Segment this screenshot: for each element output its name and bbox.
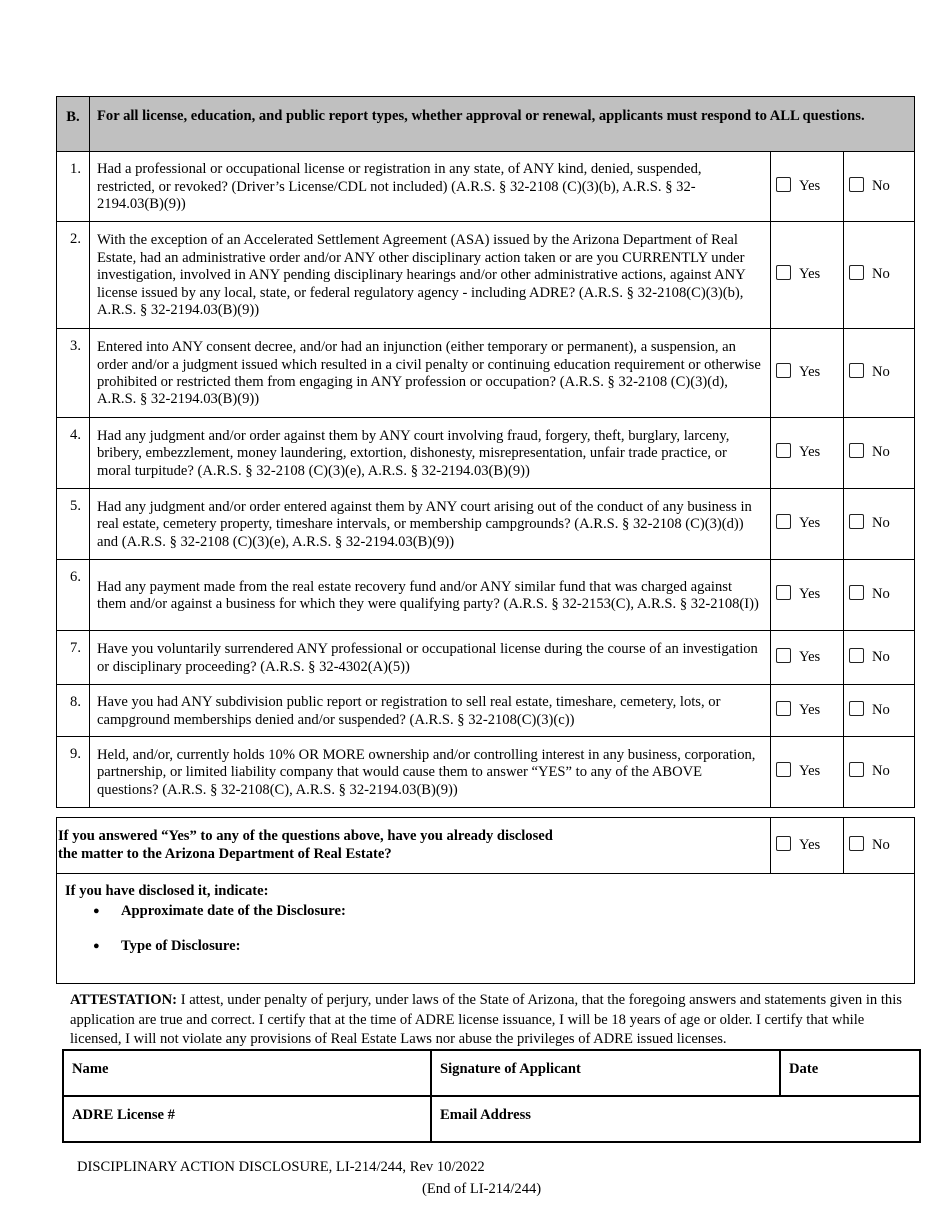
yes-label: Yes <box>799 177 821 194</box>
disclosure-question-row <box>57 818 915 874</box>
question-row-3 <box>57 329 915 418</box>
answer-yes-cell[interactable] <box>771 560 844 631</box>
yes-label: Yes <box>799 648 821 665</box>
yes-label: Yes <box>799 763 821 780</box>
question-number: 7. <box>57 631 90 685</box>
no-checkbox[interactable] <box>849 177 864 192</box>
signature-row <box>63 1050 920 1096</box>
yes-checkbox[interactable] <box>776 443 791 458</box>
answer-yes-cell[interactable] <box>771 685 844 737</box>
section-letter: B. <box>57 97 90 152</box>
no-label: No <box>872 836 890 853</box>
answer-yes-cell[interactable] <box>771 489 844 560</box>
disclosure-table <box>56 817 915 984</box>
answer-no-cell[interactable] <box>844 222 915 329</box>
yes-label: Yes <box>799 586 821 603</box>
answer-no-cell[interactable] <box>844 737 915 808</box>
end-of-form: (End of LI-214/244) <box>422 1181 542 1197</box>
disclosure-question-line-2: the matter to the Arizona Department of Real Estate? <box>58 845 392 862</box>
question-row-6 <box>57 560 915 631</box>
date-field[interactable]: Date <box>780 1050 920 1096</box>
disclosure-question-line-1: If you answered “Yes” to any of the questions above, have you already disclosed <box>58 828 553 845</box>
answer-yes-cell[interactable] <box>771 737 844 808</box>
question-text: Had a professional or occupational license or registration in any state, of ANY kind, denied, suspended, restricted, or revoked? (Driver’s License/CDL not included) (A.R.S. § 32-2108 (C)(3)(b), A.R.S. § 32-2194.03(B)(9)) <box>90 152 771 222</box>
answer-no-cell[interactable] <box>844 560 915 631</box>
section-b-table <box>56 96 915 808</box>
yes-label: Yes <box>799 266 821 283</box>
no-checkbox[interactable] <box>849 648 864 663</box>
question-number: 4. <box>57 418 90 489</box>
no-checkbox[interactable] <box>849 836 864 851</box>
disclosure-bullets <box>65 903 906 955</box>
form-identifier: DISCIPLINARY ACTION DISCLOSURE, LI-214/244, Rev 10/2022 <box>77 1159 485 1175</box>
question-number: 5. <box>57 489 90 560</box>
no-label: No <box>872 763 890 780</box>
name-field[interactable]: Name <box>63 1050 431 1096</box>
no-label: No <box>872 701 890 718</box>
yes-checkbox[interactable] <box>776 514 791 529</box>
attestation <box>70 991 910 1050</box>
question-number: 2. <box>57 222 90 329</box>
section-b-header-row <box>57 97 915 152</box>
attestation-label: ATTESTATION: <box>70 992 178 1008</box>
answer-yes-cell[interactable] <box>771 329 844 418</box>
yes-checkbox[interactable] <box>776 836 791 851</box>
license-row <box>63 1096 920 1142</box>
question-row-7 <box>57 631 915 685</box>
answer-no-cell[interactable] <box>844 489 915 560</box>
license-field[interactable]: ADRE License # <box>63 1096 431 1142</box>
yes-label: Yes <box>799 515 821 532</box>
yes-label: Yes <box>799 444 821 461</box>
question-row-8 <box>57 685 915 737</box>
signature-table <box>62 1049 921 1143</box>
section-b-instructions: For all license, education, and public report types, whether approval or renewal, applicants must respond to ALL questions. <box>90 97 915 152</box>
question-number: 1. <box>57 152 90 222</box>
answer-no-cell[interactable] <box>844 418 915 489</box>
disclosure-details-cell[interactable] <box>57 874 915 984</box>
no-label: No <box>872 648 890 665</box>
answer-yes-cell[interactable] <box>771 631 844 685</box>
yes-checkbox[interactable] <box>776 265 791 280</box>
disclosure-details-row <box>57 874 915 984</box>
no-label: No <box>872 586 890 603</box>
yes-checkbox[interactable] <box>776 585 791 600</box>
no-checkbox[interactable] <box>849 585 864 600</box>
question-text: Entered into ANY consent decree, and/or had an injunction (either temporary or permanent), a suspension, an order and/or a judgment issued which resulted in a civil penalty or continuing education requirement or otherwise prohibited or restricted them from engaging in ANY profession or occupation? (A.R.S. § 32-2108 (C)(3)(d), A.R.S. § 32-2194.03(B)(9)) <box>90 329 771 418</box>
email-field[interactable]: Email Address <box>431 1096 920 1142</box>
question-row-1 <box>57 152 915 222</box>
yes-checkbox[interactable] <box>776 762 791 777</box>
disclosure-no-cell[interactable] <box>844 818 915 874</box>
question-number: 8. <box>57 685 90 737</box>
question-text: Have you voluntarily surrendered ANY professional or occupational license during the course of an investigation or disciplinary proceeding? (A.R.S. § 32-4302(A)(5)) <box>90 631 771 685</box>
question-number: 6. <box>57 560 90 631</box>
disclosure-yes-cell[interactable] <box>771 818 844 874</box>
question-row-4 <box>57 418 915 489</box>
no-label: No <box>872 515 890 532</box>
disclosure-question <box>57 818 771 874</box>
no-label: No <box>872 177 890 194</box>
question-row-5 <box>57 489 915 560</box>
answer-no-cell[interactable] <box>844 631 915 685</box>
question-row-9 <box>57 737 915 808</box>
answer-yes-cell[interactable] <box>771 222 844 329</box>
yes-label: Yes <box>799 836 821 853</box>
no-checkbox[interactable] <box>849 443 864 458</box>
no-label: No <box>872 444 890 461</box>
question-text: Have you had ANY subdivision public report or registration to sell real estate, timeshare, cemetery, lots, or campground memberships denied and/or suspended? (A.R.S. § 32-2108(C)(3)(c)) <box>90 685 771 737</box>
question-number: 3. <box>57 329 90 418</box>
question-text: Held, and/or, currently holds 10% OR MORE ownership and/or controlling interest in any business, corporation, partnership, or limited liability company that would cause them to answer “YES” to any of the ABOVE questions? (A.R.S. § 32-2108(C), A.R.S. § 32-2194.03(B)(9)) <box>90 737 771 808</box>
question-number: 9. <box>57 737 90 808</box>
answer-no-cell[interactable] <box>844 685 915 737</box>
no-label: No <box>872 266 890 283</box>
no-checkbox[interactable] <box>849 762 864 777</box>
disclosure-type-item: ● Type of Disclosure: <box>65 938 906 955</box>
question-text: Had any judgment and/or order against them by ANY court involving fraud, forgery, theft, burglary, larceny, bribery, embezzlement, money laundering, extortion, dishonesty, misrepresentation, unfair trade practice, or moral turpitude? (A.R.S. § 32-2108 (C)(3)(e), A.R.S. § 32-2194.03(B)(9)) <box>90 418 771 489</box>
disclosure-indicate-label: If you have disclosed it, indicate: <box>65 883 269 899</box>
signature-field[interactable]: Signature of Applicant <box>431 1050 780 1096</box>
yes-checkbox[interactable] <box>776 701 791 716</box>
yes-checkbox[interactable] <box>776 648 791 663</box>
no-checkbox[interactable] <box>849 265 864 280</box>
answer-no-cell[interactable] <box>844 329 915 418</box>
yes-label: Yes <box>799 701 821 718</box>
no-checkbox[interactable] <box>849 363 864 378</box>
yes-checkbox[interactable] <box>776 363 791 378</box>
question-text: Had any payment made from the real estate recovery fund and/or ANY similar fund that was charged against them and/or against a business for which they were qualifying party? (A.R.S. § 32-2153(C), A.R.S. § 32-2108(I)) <box>90 560 771 631</box>
yes-checkbox[interactable] <box>776 177 791 192</box>
question-text: Had any judgment and/or order entered against them by ANY court arising out of the conduct of any business in real estate, cemetery property, timeshare intervals, or membership campgrounds? (A.R.S. § 32-2108 (C)(3)(d)) and (A.R.S. § 32-2108 (C)(3)(e), A.R.S. § 32-2194.03(B)(9)) <box>90 489 771 560</box>
no-checkbox[interactable] <box>849 701 864 716</box>
answer-no-cell[interactable] <box>844 152 915 222</box>
yes-label: Yes <box>799 364 821 381</box>
no-label: No <box>872 364 890 381</box>
disclosure-date-item: ● Approximate date of the Disclosure: <box>65 903 906 920</box>
attestation-text: I attest, under penalty of perjury, under laws of the State of Arizona, that the foregoing answers and statements given in this application are true and correct. I certify that at the time of ADRE license issuance, I will be 18 years of age or older. I certify that while licensed, I will not violate any provisions of Real Estate Laws nor abuse the privileges of ADRE issued licenses. <box>70 992 902 1048</box>
no-checkbox[interactable] <box>849 514 864 529</box>
answer-yes-cell[interactable] <box>771 152 844 222</box>
question-row-2 <box>57 222 915 329</box>
answer-yes-cell[interactable] <box>771 418 844 489</box>
question-text: With the exception of an Accelerated Settlement Agreement (ASA) issued by the Arizona Department of Real Estate, had an administrative order and/or ANY other disciplinary action taken or are you CURRENTLY under investigation, involved in ANY pending disciplinary hearings and/or other administrative actions, against ANY license issued by any local, state, or federal regulatory agency - including ADRE? (A.R.S. § 32-2108(C)(3)(b), A.R.S. § 32-2194.03(B)(9)) <box>90 222 771 329</box>
